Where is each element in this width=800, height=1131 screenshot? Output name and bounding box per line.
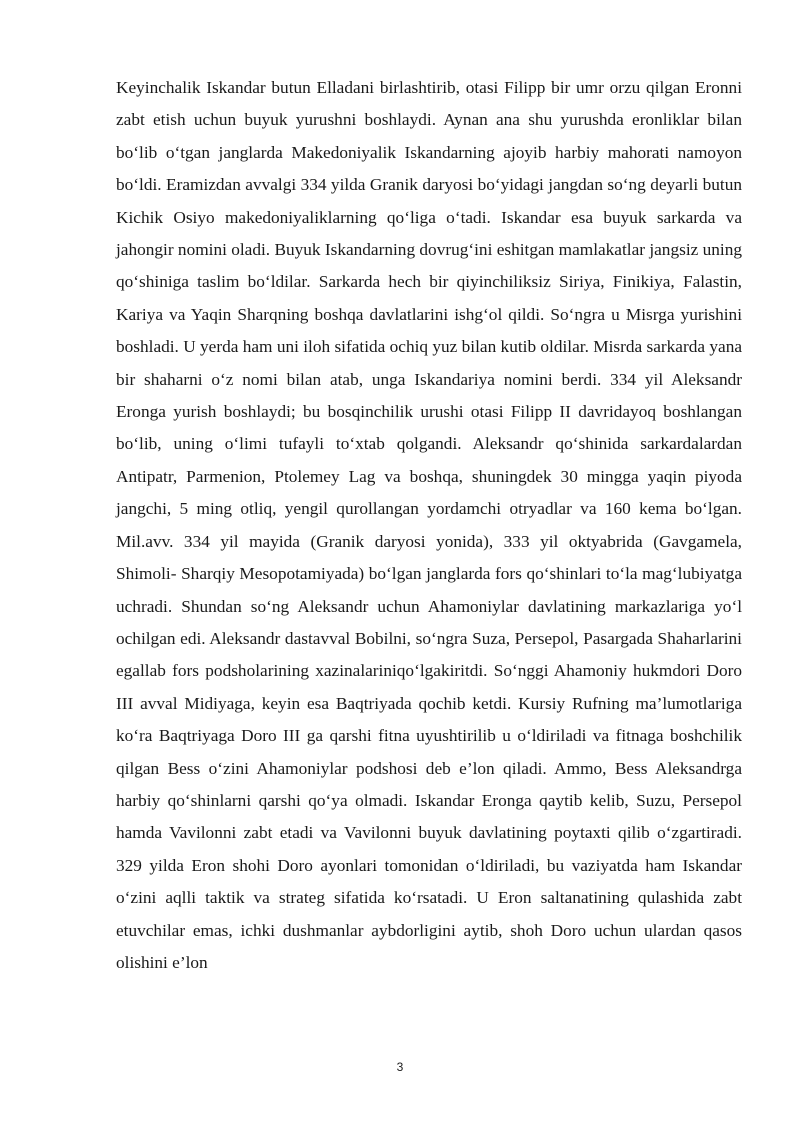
body-paragraph: Keyinchalik Iskandar butun Elladani birlashtirib, otasi Filipp bir umr orzu qilgan Eronni zabt etish uchun buyuk yurushni boshlaydi. Aynan ana shu yurushda eronliklar bilan bo‘lib o‘tgan janglarda Makedoniyalik Iskandarning ajoyib harbiy mahorati namoyon bo‘ldi. Eramizdan avvalgi 334 yilda Granik daryosi bo‘yidagi jangdan so‘ng deyarli butun Kichik Osiyo makedoniyaliklarning qo‘liga o‘tadi. Iskandar esa buyuk sarkarda va jahongir nomini oladi. Buyuk Iskandarning dovrug‘ini eshitgan mamlakatlar jangsiz uning qo‘shiniga taslim bo‘ldilar. Sarkarda hech bir qiyinchiliksiz Siriya, Finikiya, Falastin, Kariya va Yaqin Sharqning boshqa davlatlarini ishg‘ol qildi. So‘ngra u Misrga yurishini boshladi. U yerda ham uni iloh sifatida ochiq yuz bilan kutib oldilar. Misrda sarkarda yana bir shaharni o‘z nomi bilan atab, unga Iskandariya nomini berdi. 334 yil Aleksandr Eronga yurish boshlaydi; bu bosqinchilik urushi otasi Filipp II davridayoq boshlangan bo‘lib, uning o‘limi tufayli to‘xtab qolgandi. Aleksandr qo‘shinida sarkardalardan Antipatr, Parmenion, Ptolemey Lag va boshqa, shuningdek 30 mingga yaqin piyoda jangchi, 5 ming otliq, yengil qurollangan yordamchi otryadlar va 160 kema bo‘lgan. Mil.avv. 334 yil mayida (Granik daryosi yonida), 333 yil oktyabrida (Gavgamela, Shimoli- Sharqiy Mesopotamiyada) bo‘lgan janglarda fors qo‘shinlari to‘la mag‘lubiyatga uchradi. Shundan so‘ng Aleksandr uchun Ahamoniylar davlatining markazlariga yo‘l ochilgan edi. Aleksandr dastavval Bobilni, so‘ngra Suza, Persepol, Pasargada Shaharlarini egallab fors podsholarining xazinalariniqo‘lgakiritdi. So‘nggi Ahamoniy hukmdori Doro III avval Midiyaga, keyin esa Baqtriyada qochib ketdi. Kursiy Rufning ma’lumotlariga ko‘ra Baqtriyaga Doro III ga qarshi fitna uyushtirilib u o‘ldiriladi va fitnaga boshchilik qilgan Bess o‘zini Ahamoniylar podshosi deb e’lon qiladi. Ammo, Bess Aleksandrga harbiy qo‘shinlarni qarshi qo‘ya olmadi. Iskandar Eronga qaytib kelib, Suzu, Persepol hamda Vavilonni zabt etadi va Vavilonni buyuk davlatining poytaxti qilib o‘zgartiradi. 329 yilda Eron shohi Doro ayonlari tomonidan o‘ldiriladi, bu vaziyatda ham Iskandar o‘zini aqlli taktik va strateg sifatida ko‘rsatadi. U Eron saltanatining qulashida zabt etuvchilar emas, ichki dushmanlar aybdorligini aytib, shoh Doro uchun ulardan qasos olishini e’lon [116,78,742,972]
page-number: 3 [396,1060,404,1074]
